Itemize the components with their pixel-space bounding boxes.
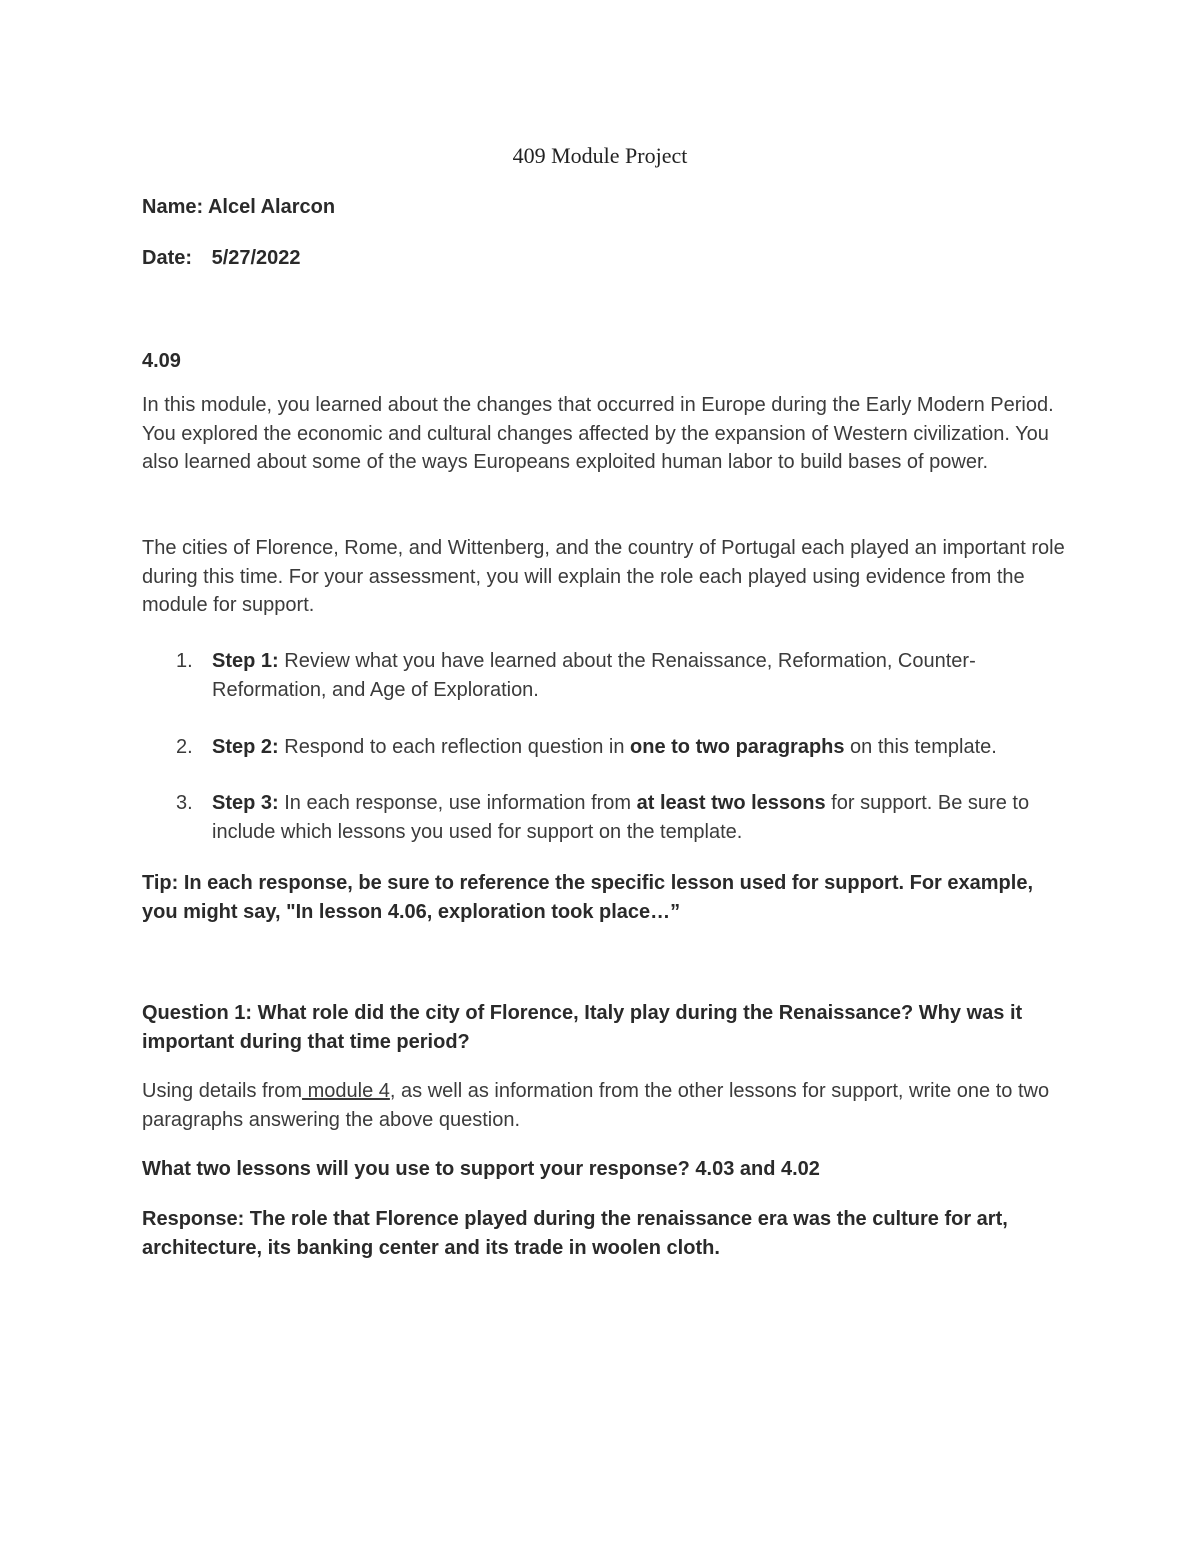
instructions-text: Using details from [142,1080,303,1102]
intro-paragraph: In this module, you learned about the changes that occurred in Europe during the Early Modern Period. You explored the economic and cultural changes affected by the expansion of Western civilization. You also learned about some of the ways Europeans exploited human labor to build bases of power. [142,394,1054,473]
step-number: 1. [176,650,193,672]
question-1: Question 1: What role did the city of Florence, Italy play during the Renaissance? Why was it important during that time period? [142,1002,1023,1053]
step-text [212,789,1066,846]
step-body-end: on this template. [844,736,997,758]
section-heading: 4.09 [142,350,181,372]
step-label: Step 2: [212,736,279,758]
step-body-end: for support. Be sure to include which lessons you used for support on the template. [212,792,1030,843]
step-number: 2. [176,736,193,758]
date-value: 5/27/2022 [211,247,301,269]
cities-paragraph: The cities of Florence, Rome, and Wittenberg, and the country of Portugal each played an important role during this time. For your assessment, you will explain the role each played using evidence from the module for support. [142,537,1065,616]
step-item [176,733,1066,762]
step-body: Respond to each reflection question in [278,736,631,758]
name-line [142,193,1067,222]
response-paragraph: Response: The role that Florence played during the renaissance era was the culture for art, architecture, its banking center and its trade in woolen cloth. [142,1208,1008,1259]
step-body: Review what you have learned about the Renaissance, Reformation, Counter-Reformation, and Age of Exploration. [212,650,976,701]
step-emphasis: at least two lessons [636,792,826,814]
date-label: Date: [142,247,193,269]
date-line [142,244,1067,273]
document-title: 409 Module Project [512,143,688,168]
instructions-paragraph [142,1077,1067,1134]
tip-paragraph: Tip: In each response, be sure to reference the specific lesson used for support. For example, you might say, "In lesson 4.06, exploration took place…” [142,872,1033,923]
step-text [212,733,1066,762]
step-label: Step 3: [212,792,279,814]
instructions-text-end: , as well as information from the other lessons for support, write one to two paragraphs answering the above question. [142,1080,1050,1131]
step-number: 3. [176,792,193,814]
name-label: Name: [142,196,204,218]
step-body: In each response, use information from [278,792,637,814]
lessons-question: What two lessons will you use to support your response? 4.03 and 4.02 [142,1158,820,1180]
step-text [212,647,1066,704]
step-label: Step 1: [212,650,279,672]
name-value: Alcel Alarcon [207,196,336,218]
step-emphasis: one to two paragraphs [630,736,845,758]
module-link[interactable]: module 4 [302,1080,390,1102]
step-item [176,647,1066,704]
step-item [176,789,1066,846]
